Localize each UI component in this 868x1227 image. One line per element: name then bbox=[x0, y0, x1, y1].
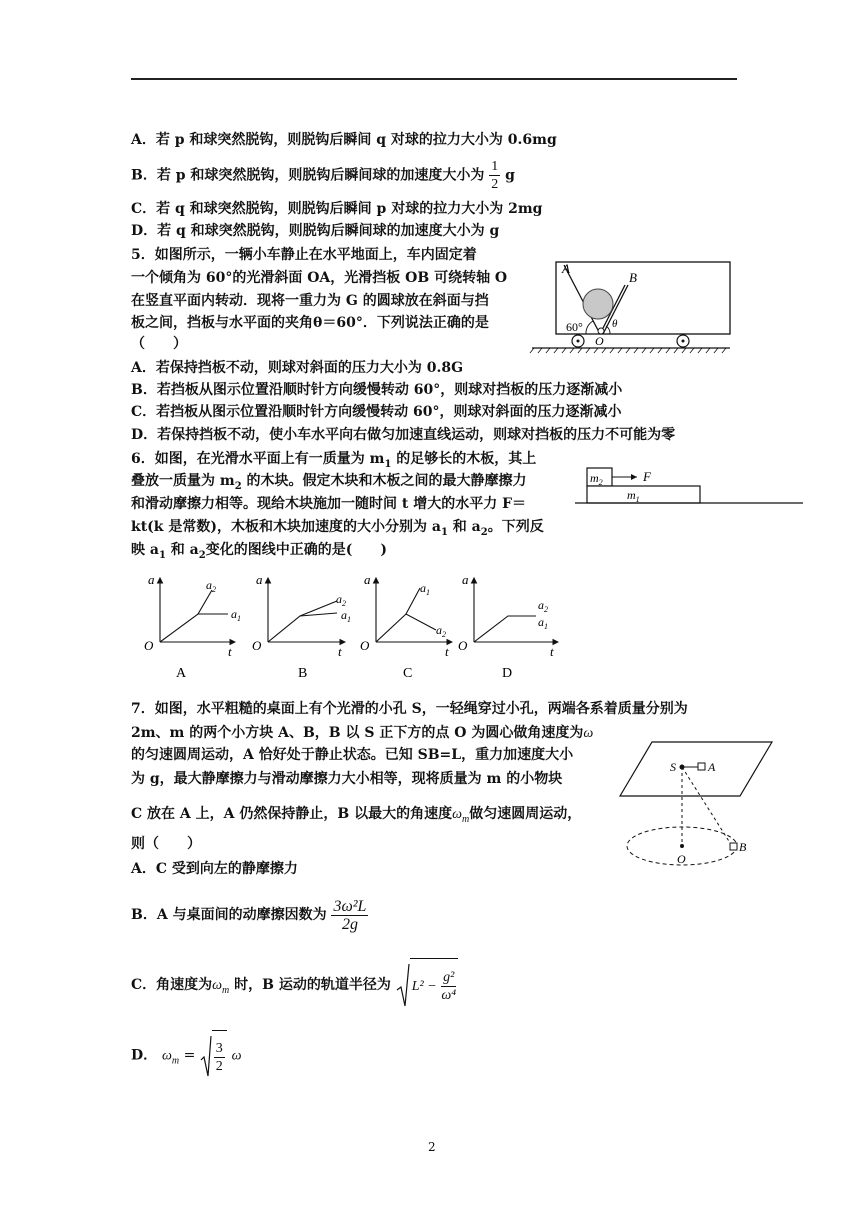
block-b bbox=[730, 843, 737, 850]
svg-text:O: O bbox=[458, 638, 468, 653]
label-s: S bbox=[670, 760, 676, 774]
ground-hatch bbox=[530, 348, 726, 353]
svg-text:a1: $a_1$ bbox=[231, 607, 241, 623]
table-surface bbox=[620, 742, 772, 796]
q7-table-figure bbox=[612, 738, 780, 870]
graph-d-label: D bbox=[502, 666, 513, 681]
graph-d bbox=[458, 572, 558, 681]
svg-text:a: a bbox=[148, 572, 155, 587]
q6-stem-line-5: 映 $a_1$ 和 $a_2$变化的图线中正确的是( ) bbox=[131, 542, 387, 561]
q4-option-d: D．若 q 和球突然脱钩，则脱钩后瞬间球的加速度大小为 g bbox=[131, 223, 500, 239]
svg-text:a: a bbox=[462, 572, 469, 587]
q6-stem-line-4: kt(k 是常数)，木板和木块加速度的大小分别为 $a_1$ 和 $a_2$。下列反 bbox=[131, 519, 544, 538]
q5-option-b: B．若挡板从图示位置沿顺时针方向缓慢转动 60°，则球对挡板的压力逐渐减小 bbox=[131, 382, 623, 398]
label-60: 60° bbox=[566, 320, 583, 334]
board-m1 bbox=[587, 486, 700, 503]
q7-option-b: B．A 与桌面间的动摩擦因数为 $\frac{\text{3ω²L}}{2g}$ bbox=[131, 897, 367, 933]
label-m1: $m_1$ bbox=[627, 488, 640, 504]
svg-text:a2: $a_2$ bbox=[436, 623, 446, 639]
q7-option-a: A．C 受到向左的静摩擦力 bbox=[131, 861, 298, 877]
svg-text:a1: $a_1$ bbox=[420, 581, 430, 597]
q7-stem-line-6: 则（ ） bbox=[131, 836, 201, 852]
graph-b bbox=[252, 572, 351, 681]
q7-stem-line-5: C 放在 A 上，A 仍然保持静止，B 以最大的角速度$\omega_m$做匀速圆周运动， bbox=[131, 806, 582, 825]
svg-text:t: t bbox=[445, 644, 449, 659]
q7-option-c-radical: L² − $\frac{\text{g²}}{\text{ω⁴}}$ bbox=[396, 958, 459, 1012]
label-o: O bbox=[595, 334, 604, 348]
q6-stem-line-3: 和滑动摩擦力相等。现给木块施加一随时间 t 增大的水平力 F＝ bbox=[131, 496, 527, 512]
block-a bbox=[698, 763, 705, 770]
q6-stem-line-2: 叠放一质量为 $m_2$ 的木块。假定木块和木板之间的最大静摩擦力 bbox=[131, 473, 527, 492]
q5-stem-line-5: （ ） bbox=[131, 336, 187, 352]
svg-text:O: O bbox=[360, 638, 370, 653]
q4-option-c: C．若 q 和球突然脱钩，则脱钩后瞬间 p 对球的拉力大小为 2mg bbox=[131, 201, 543, 217]
svg-text:O: O bbox=[144, 638, 154, 653]
angle-60-arc bbox=[586, 321, 593, 334]
svg-text:t: t bbox=[338, 644, 342, 659]
q5-stem-line-4: 板之间，挡板与水平面的夹角θ＝60°．下列说法正确的是 bbox=[131, 315, 489, 331]
label-o: O bbox=[677, 852, 686, 866]
q5-option-c: C．若挡板从图示位置沿顺时针方向缓慢转动 60°，则球对斜面的压力逐渐减小 bbox=[131, 404, 622, 420]
svg-text:a1: $a_1$ bbox=[341, 608, 351, 624]
q7-option-d-radical: $\frac{3}{2}$ bbox=[200, 1030, 227, 1081]
q5-cart-figure bbox=[528, 255, 734, 355]
center-o bbox=[680, 844, 684, 848]
q6-answer-graphs bbox=[140, 570, 570, 685]
svg-text:a1: $a_1$ bbox=[538, 615, 548, 631]
q7-stem-line-2: 2m、m 的两个小方块 A、B，B 以 S 正下方的点 O 为圆心做角速度为ω bbox=[131, 725, 594, 741]
svg-text:t: t bbox=[550, 644, 554, 659]
q7-option-c: C．角速度为$\omega_m$ 时，B 运动的轨道半径为 L² − $\frac{\text{g²}}{\text{ω⁴}}$ bbox=[131, 958, 458, 1008]
q5-stem-line-2: 一个倾角为 60°的光滑斜面 OA，光滑挡板 OB 可绕转轴 O bbox=[131, 270, 508, 286]
q5-stem-line-3: 在竖直平面内转动．现将一重力为 G 的圆球放在斜面与挡 bbox=[131, 293, 489, 309]
ball bbox=[583, 289, 613, 319]
q7-option-b-fraction: $\frac{\text{3ω²L}}{2g}$ bbox=[333, 897, 367, 933]
label-f: F bbox=[643, 469, 651, 484]
header-rule bbox=[131, 78, 737, 80]
label-a: A bbox=[708, 760, 716, 774]
q7-stem-line-1: 7．如图，水平粗糙的桌面上有个光滑的小孔 S，一轻绳穿过小孔，两端各系着质量分别为 bbox=[131, 701, 688, 717]
graph-c bbox=[360, 572, 452, 681]
q7-option-d: D． $\omega_m$ = $\frac{3}{2}$ ω bbox=[131, 1030, 242, 1078]
q5-option-a: A．若保持挡板不动，则球对斜面的压力大小为 0.8G bbox=[131, 360, 464, 376]
graph-b-label: B bbox=[298, 666, 308, 681]
radical-sign-icon bbox=[200, 1034, 212, 1078]
svg-text:O: O bbox=[252, 638, 262, 653]
label-m2: $m_2$ bbox=[590, 471, 603, 487]
label-a: A bbox=[562, 261, 570, 276]
svg-text:a2: $a_2$ bbox=[336, 592, 346, 608]
q6-stem-line-1: 6．如图，在光滑水平面上有一质量为 $m_1$ 的足够长的木板，其上 bbox=[131, 451, 537, 470]
graph-a bbox=[144, 572, 241, 681]
svg-text:a: a bbox=[364, 572, 371, 587]
q4-option-a: A．若 p 和球突然脱钩，则脱钩后瞬间 q 对球的拉力大小为 0.6mg bbox=[131, 132, 557, 148]
svg-text:a: a bbox=[256, 572, 263, 587]
q5-stem-line-1: 5．如图所示，一辆小车静止在水平地面上，车内固定着 bbox=[131, 247, 477, 263]
q7-stem-line-4: 为 g，最大静摩擦力与滑动摩擦力大小相等，现将质量为 m 的小物块 bbox=[131, 771, 563, 787]
graph-a-label: A bbox=[176, 666, 187, 681]
page-number: 2 bbox=[428, 1140, 436, 1154]
q4-option-b-fraction: $\frac{1}{2}$ bbox=[491, 159, 499, 192]
label-b: B bbox=[739, 840, 747, 854]
q5-option-d: D．若保持挡板不动，使小车水平向右做匀加速直线运动，则球对挡板的压力不可能为零 bbox=[131, 427, 676, 443]
label-b: B bbox=[629, 270, 637, 285]
graph-c-label: C bbox=[403, 666, 413, 681]
svg-text:a2: $a_2$ bbox=[538, 598, 548, 614]
radical-sign-icon bbox=[396, 962, 410, 1008]
q7-stem-line-3: 的匀速圆周运动，A 恰好处于静止状态。已知 SB=L，重力加速度大小 bbox=[131, 747, 574, 763]
q4-option-b: B．若 p 和球突然脱钩，则脱钩后瞬间球的加速度大小为 $\frac{1}{2}$ g bbox=[131, 159, 515, 192]
q6-blocks-figure bbox=[575, 462, 805, 512]
label-theta: θ bbox=[612, 318, 618, 330]
svg-text:t: t bbox=[228, 644, 232, 659]
svg-text:a2: $a_2$ bbox=[206, 578, 216, 594]
